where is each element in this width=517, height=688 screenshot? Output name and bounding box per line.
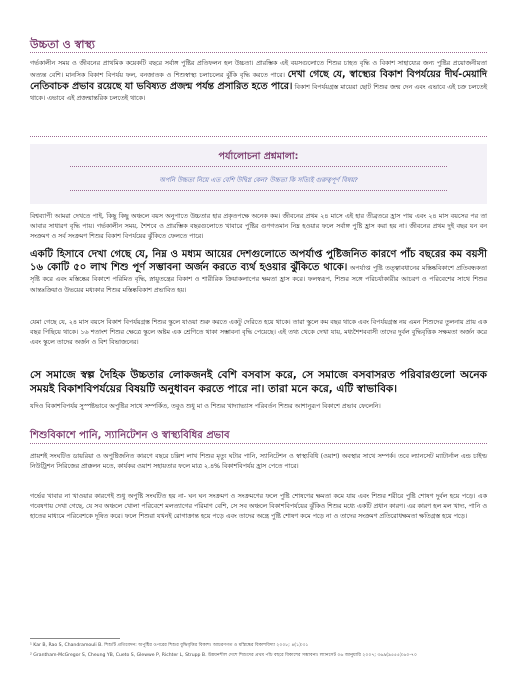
reflection-title: পর্যালোচনা প্রশ্নমালা: [218, 151, 299, 162]
paragraph-estimate [30, 248, 487, 296]
intro-bold-statement: দেখা গেছে যে, স্বাস্থ্যের বিকাশ বিপর্যয়ের দীর্ঘ-মেয়াদি নেতিবাচক প্রভাব রয়েছে যা ভবিষ্যত প্রজন্ম পর্যন্ত প্রসারিত হতে পারে। [30, 69, 487, 92]
footnote-divider [30, 638, 120, 639]
pull-quote: সে সমাজে স্বল্প দৈহিক উচ্চতার লোকজনই বেশি বসবাস করে, সে সমাজে বসবাসরত পরিবারগুলো অনেক সময়ই বিকাশবিপর্যয়ের বিষয়টি অনুধাবন করতে পারে না। তারা মনে করে, এটি স্বাভাবিক। [30, 369, 487, 395]
section-heading-height-health: উচ্চতা ও স্বাস্থ্য [30, 38, 95, 51]
footnote-2: ² Grantham-McGregor S, Cheung YB, Cueto S, Glewwe P, Richter L, Strupp B. উন্নয়নশীল দেশে শিশুদের প্রথম পাঁচ বছরে বিকাশের সম্ভাবনা। ল্যানসেট ০৬ জানুয়ারি ২০০৭; ৩৬৯(৯৫৫৫):৬০-৭০ [30, 653, 417, 658]
reflection-divider [70, 166, 447, 167]
paragraph-schooling: যেমা গেছে যে, ২৪ মাস বয়সে বিকাশ বিপর্যয়গ্রস্ত শিশুর স্কুলে যাওয়া শুরু করতে একটু দেরিতে হয়ে থাকে। তারা স্কুলে কম বছর থাকে এবং বিপর্যয়গ্রস্ত নয় এমন শিশুদের তুলনায় প্রায় এক বছর পিছিয়ে থাকে। ১৬ শতাংশ শিশুর ক্ষেত্রে স্কুলে অষ্টম এক শ্রেণিতে থাকা সম্ভাবনা বৃদ্ধি পেয়েছে। এই তথ্য থেকে দেখা যায়, মধ্যশৈশববাসী তাদের দুর্বল বুদ্ধিবৃত্তিক সক্ষমতা অর্জন করে এবং স্কুলে তাদের অর্জন ও বিশ বিভাজনের। [30, 319, 487, 346]
paragraph-wash-1: প্রায়শই সংঘটিত ডায়রিয়া ও অপুষ্টিজনিত কারণে বছরে চল্লিশ লাখ শিশুর মৃত্যু ঘটার পানি, স্যানিটেশন ও স্বাস্থ্যবিধি (ওয়াশ) অবস্থার সাথে সম্পর্ক। তবে ল্যানসেট ম্যাটার্নাল এন্ড চাইল্ড নিউট্রিশন সিরিজের প্রাক্কলন মতে, কার্যকর ওয়াশ সহায়তার ফলে মাত্র ২.৪% বিকাশবিপর্যয় হ্রাস পেতে পারে। [30, 453, 487, 470]
estimate-bold-statement: একটি হিসাবে দেখা গেছে যে, নিম্ন ও মধ্যম আয়ের দেশগুলোতে অপর্যাপ্ত পুষ্টিজনিত কারণে পাঁচ বছরের কম বয়সী ১৬ কোটি ৫০ লাখ শিশু পূর্ণ সম্ভাবনা অর্জন করতে ব্যর্থ হওয়ার ঝুঁকিতে থাকে। [30, 249, 487, 273]
wash-heading-divider [30, 443, 487, 444]
section-heading-wash: শিশুবিকাশে পানি, স্যানিটেশন ও স্বাস্থ্যবিধির প্রভাব [30, 430, 230, 441]
paragraph-nutrition-link: যদিও বিকাশবিপর্যয় সুস্পষ্টভাবে অপুষ্টির সাথে সম্পর্কিত, তবুও শুধু মা ও শিশুর খাদ্যাভ্যাস পরিবর্তন শিশুর আশানুরূপ বিকাশে প্রভাব ফেলেনি। [30, 403, 381, 410]
paragraph-global-stunting: বিশ্বব্যাপী আমরা দেখতে পাই, কিছু কিছু অঞ্চলে বয়স অনুপাতে উচ্চতার হার প্রকৃতপক্ষে অনেক কম। জীবনের প্রথম ২৪ মাসে এই হার তীব্রতরে হ্রাস পায় এবং ২৪ মাস বয়সের পর তা আবার সাধারণ বৃদ্ধি পায়। গর্ভকালীন সময়, শৈশবে ও প্রারম্ভিক বছরগুলোতে খাবারে পুষ্টির গুণগতমান নিম্ন হওয়ার ফলে সর্বাঙ্গ পুষ্টি হ্রাস করা হয় না। জীবনের প্রথম দুই বছর যন বন সংক্রমণ ও সর্ব সংক্রমণ শিশুর বিকাশ বিপর্যয়ের ঝুঁকিতে ফেলতে পারে। [30, 213, 487, 240]
footnote-1: ¹ Kar B, Rao S, Chandramouli B. শিশুটি প্রতিবেদন: অপুষ্টির ওপরের শিশুর বুদ্ধিবৃত্তির বিকাশ। আচরণগত ও মস্তিষ্কের বিকাশবিদ্যা ২০০৮; ৪(১):৩১ [30, 643, 309, 648]
reflection-question: অপনি উচ্চতা নিয়ে এত বেশি উদ্বিগ্ন কেন? উচ্চতা কি সত্যিই গুরুত্বপূর্ণ বিষয়? [159, 176, 358, 184]
heading-divider [30, 52, 487, 53]
intro-text-end: বিকাশ বিপর্যয়গ্রস্ত মায়েরা ছোট শিশুর জন্ম দেন এবং এভাবে এই চক্র চলতেই থাকে। এভাবে এই প্রজন্মান্তরিক চলতেই থাকে। [30, 84, 487, 102]
estimate-text: অপর্যাপ্ত পুষ্টি তত্ত্বাবধানের মস্তিষ্কবিকাশে প্রতিবন্ধকতা সৃষ্টি করে এবং মস্তিষ্কের বিকাশে পরিমিত বৃদ্ধি, স্নায়ুতন্ত্রের বিকাশ ও শারীরিক ক্রিয়াকলাপের ক্ষমতা হ্রাস করে। ফলস্বরূপ, শিশুর সঙ্গে পরিচর্যাকারীর আচরণ ও পরিবেশের সাথে শিশুর আন্তঃক্রিয়াও উভয়ের মধ্যকার শিশুর মস্তিষ্কবিকাশ প্রভাবিত হয়। [30, 265, 487, 294]
paragraph-wash-2: গর্ভের খাবার না খাওয়ার কারণেই শুধু অপুষ্টি সংঘটিত হয় না- ঘন ঘন সংক্রমণ ও সংক্রমণের ফলে পুষ্টি শোষণের ক্ষমতা কমে যায় এবং শিশুর শরীরে পুষ্টি শোষণ দুর্বল হয়ে পড়ে। এক গবেষণায় দেখা গেছে, যে সব অঞ্চলে খোলা পরিবেশে মলত্যাগের পরিমাণ বেশি, সে সব অঞ্চলে বিকাশবিপর্যয়ের ঝুঁকিও শিশুর মধ্যে একটি প্রধান কারণ। এর কারণ হল মল খাদ্য, পানি ও হাতের মাধ্যমে পরিবেশকে দূষিত করে। ফলে শিশুরা যখনই রোগাক্রান্ত হয়ে পড়ে এবং তাদের অন্ত্রে পুষ্টি শোষণ কমে পড়ে না ও তাদের সংক্রমণ প্রতিরোধক্ষমতা ক্ষতিগ্রস্ত হয়ে পড়ে। [30, 493, 487, 520]
reflection-box [30, 144, 487, 204]
section-divider [30, 136, 487, 137]
intro-text: গর্ভকালীন সময় ও জীবনের প্রাথমিক কয়েকটি বছরে সর্বাঙ্গ পুষ্টির প্রতিফলন হল উচ্চতা। প্রারম্ভিক এই বয়সগুলোতে শিশুর চাহত বৃদ্ধি ও বিকাশ সাহায্যের জন্য পুষ্টির প্রয়োজনীয়তা অত্যন্ত বেশি। মানসিক বিকাশ বিপর্যয় ফল, বনজাতক ও শিশুস্বাস্থ্য চলাচলের ঝুঁকি বৃদ্ধি করতে পারে। [30, 60, 487, 79]
intro-paragraph [30, 58, 487, 104]
reflection-divider-bottom [70, 190, 447, 191]
